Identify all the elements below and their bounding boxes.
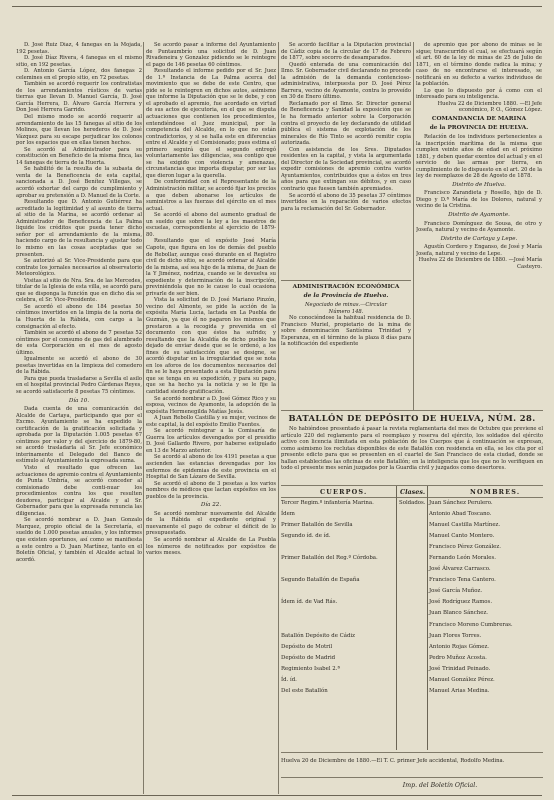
col2-paragraph: Se acordó el abono de 3 pesetas a los varios nombres de médicos que lactan expósitos en los pueblos de la provincia. (146, 480, 276, 500)
table-row (281, 653, 543, 664)
admin-title: ADMINISTRACIÓN ECONÓMICA (292, 284, 400, 290)
table-row (281, 553, 543, 564)
col2-paragraph: Se acordó al abono de los 4191 pesetas a que ascienden las estancias devengadas por los enfermos de epidemias de este provincia en el Hospital de San Lázaro de Sevilla. (146, 454, 276, 481)
row-cuerpo: Depósito de Madrid (281, 654, 336, 661)
column-1 (16, 42, 142, 794)
col2-paragraph: Se acordó nombrar a D. José Gómez Rico y su esposa, vecinos de Ayamonte, la adopción de la expósita Hermenegilda Matías Jesús. (146, 395, 276, 415)
col4-subheading: Distrito de Ayamonte. (448, 212, 510, 219)
table-row (281, 597, 543, 608)
col2-paragraph: Resultando que el expósito José María Capote, que figura en los de demás del pueblo de Rebollar, aunque cesó durante en el Registro civil de dicho sitio, se acordó ordenar al Alcalde de la misma, así sea hijo de la misma, de Juan de la Y Jiménez, nodriza, cuando se le devuelva su expediente y determinación de la inscripción, previniéndola que no le cause lo cual ocasiona privarle de ser bien. (146, 238, 276, 297)
batallon-table (281, 498, 543, 697)
table-row (281, 631, 543, 642)
table-row (281, 642, 543, 653)
row-nombre: Antonio Abad Toscano. (429, 511, 492, 518)
col4-signature: Huelva 22 de Diciembre de 1880. —José María Casteyro. (418, 257, 542, 270)
bottom-border (12, 795, 542, 796)
column-4 (416, 42, 542, 412)
col4-paragraph: Agustín Cordero y Enganso, de José y María Josefa, natural y vecino de Lepe. (416, 244, 542, 257)
col4-paragraph: Relación de los individuos pertenecientes a la inscripción marítima de la misma que cumplen veinte años de edad en el próximo 1881, y deben quedar exentos del actual y en el servicio de las armas por tierra, en cumplimiento de lo dispuesto en el art. 20 de la ley de reemplazos de 28 de Agosto de 1878. (416, 134, 542, 180)
admin-numero: Número 148. (328, 308, 364, 315)
table-row (281, 586, 543, 597)
row-nombre: José Trinidad Peinado. (429, 665, 491, 672)
table-header-top-rule (281, 485, 543, 486)
admin-title-2: de la Provincia de Huelva. (303, 293, 389, 299)
row-cuerpo: Segundo íd. de íd. (281, 533, 331, 540)
header-clases: Clases. (400, 488, 426, 496)
batallon-signature-text: Huelva 20 de Diciembre de 1880.—El T. C. primer Jefe accidental, Rodolfo Medina. (281, 758, 505, 764)
col4-subheading: Distrito de Huelva. (452, 181, 506, 188)
row-cuerpo: Íd. íd. (281, 676, 297, 683)
col1-paragraph: Para que pueda trasladarse a Sevilla el asilo en el hospital provincial Pedro Cárdenas Reyes, se acordó satisfacerle 8 pesetas 75 céntimos. (16, 375, 142, 395)
row-nombre: Manuel Canto Montero. (429, 533, 495, 540)
col1-paragraph: Se autorizó al Sr. Vice-Presidente para que contrate los jornales necesarios al observatorio Meteorológico. (16, 258, 142, 278)
row-cuerpo: Segundo Batallón de España (281, 577, 360, 584)
col1-paragraph: Se habilitó de la resulta de la subasta de venta de la Beneficencia de esta capital, sancionada a D. José Benítez Villegas, se acordó exhortar del cargo de cumplimiento y aprobar su pretensión a D. Manuel de la Corte. (16, 166, 142, 199)
row-nombre: José Rodríguez Ramos. (429, 599, 493, 606)
col1-paragraph: Visto el resultado que ofrecen las actuaciones de apremio contra el Ayuntamiento de Punta Umbría, se acordó conceder al comisionado debe conti-nuar los procedimientos contra los que resulten deudores, participar al Alcalde y al Sr. Gobernador para que la expresada renuncia las diligencias. (16, 465, 142, 517)
row-cuerpo: Depósito de Motril (281, 643, 333, 650)
batallon-intro-text: No habiéndose presentado á pasar la revista reglamentaria del mes de Octubre que previene el artículo 220 del reglamento para el reemplazo y reserva del ejército, los soldados del ejército activo con licencia ilimitada en esta población de los Cuerpos que á continuación se expresan, como asimismo los reclutas disponibles de este Batallón con residencia en ella, se les cita por el presente edicto para que se presenten en el cuartel de San Francisco de esta ciudad, donde se hallan establecidas las oficinas de este Batallón; en la inteligencia que los que no lo verifiquen en todo el presente mes serán juzgados por la Guardia civil y juzgados como desertores. (281, 426, 543, 472)
row-nombre: Manuel González Pérez. (429, 676, 495, 683)
imprenta: Imp. del Boletín Oficial. (402, 782, 478, 789)
header-cuerpos: CUERPOS. (320, 488, 368, 496)
col3-paragraph: Se acordó facilitar a la Diputación provincial de Cádiz copia de la circular de 17 de Febrero de 1877, sobre socorro de desamparados. (281, 42, 411, 62)
table-row (281, 575, 543, 586)
col1-paragraph: Visitas al sitio de Nra. Sra. de las Mercedes, titular de la Iglesia de esta villa, se acordó para que se disponga la función que en dicho día se celebra, el Sr. Vice-Presidente. (16, 277, 142, 304)
col2-paragraph: Resultando el informe pedido por el Sr. Juez de 1.ª Instancia de La Palma acerca del movimiento que se debe de este Centro, que pide se le reintegren en dichos autos, asimismo que informe la Diputación que se le debe, y con el aprobado el apremio, fue acordado en virtud de sus actos de ejecutoria, en el que se disputa actuaciones que contienen los procedimientos, entendiéndose el Juez municipal, por la competencia del Alcalde, en lo que no están contradictorios, y si se halla este en diferencias entre el Alcalde y el Comisionado; pues estima el primero seguirá que el segundo entregó voluntariamente las diligencias, sea contigo que se ha exigido con violencia y amenazas, circunstancias que importa disputar, por ser las que dieron lugar a la querella. (146, 68, 276, 179)
row-cuerpo: Regimiento Isabel 2.ª (281, 665, 340, 672)
col2-paragraph: Se acordó pasar a informe del Ayuntamiento de Puntaumbrío una solicitud de D. Juan Rivadeneira y Gonzalez pidiendo se le reintegre el pago de 146 pesetas 60 céntimos. (146, 42, 276, 68)
col2-paragraph: Se acordó nombrar al Alcalde de La Puebla los números de notificados por expósitos de varios meses. (146, 537, 276, 557)
table-row (281, 509, 543, 520)
col3-paragraph: Reclamado por el Ilmo. Sr. Director general de Beneficencia y Sanidad la exposición que se le ha formado anterior sobre la Corporación contra el proyecto de ley declarando de utilidad pública el sistema de explotación de los minerales de Río Tinto se acordó remitir copia autorizada. (281, 100, 411, 147)
row-cuerpo: Batallón Depósito de Cádiz (281, 632, 355, 639)
admin-economica-notice (281, 280, 411, 348)
column-rule-1 (143, 42, 144, 794)
batallon-top-rule (281, 410, 543, 411)
col2-paragraph: Se acordó nombrar nuevamente del Alcalde de la Rábida el expediente original y nuevamente el pago de cobrar el déficit de lo presupuestado. (146, 510, 276, 537)
col3-paragraph: Se acordó el abono de 35 pesetas 37 céntimos invertidos en la reparación de varios efectos para la reclamación del Sr. Gobernador. (281, 192, 411, 212)
batallon-intro (281, 426, 543, 472)
col3-paragraph: Quedó enterada de una comunicación del Ilmo. Sr. Gobernador civil declarando no procede la admisión de la demanda contencioso-administrativa, interpuesta por D. José Pérez Barrera, vecino de Ayamonte, contra lo proveído en 30 de Enero último. (281, 61, 411, 101)
table-row (281, 675, 543, 686)
col4-paragraph: de apremio que por abono de minas se le sigue; transcurrido el cual, se efectuará según el art. 60 de la ley de minas de 25 de Julio de 1871, en el término donde radica la mina; y caso de no encontrarse el interesado, se notificará en su defecto a varios individuos de la población. (416, 42, 542, 88)
row-cuerpo: Primer Batallón del Reg.º Córdoba. (281, 555, 378, 562)
table-row (281, 531, 543, 542)
col4-subheading: Distrito de Cartaya y Lepe. (440, 235, 518, 242)
col1-paragraph: Igualmente se acordó el abono de 30 pesetas invertidas en la limpieza del comedero de la Rábida. (16, 356, 142, 376)
col1-paragraph: D. José Díaz Rivera, 4 fanegas en el mismo sitio, en 192 pesetas. (16, 55, 142, 68)
col4-paragraph: Francisco Domínguez de Sousa, de otro y Josefa, natural y vecino de Ayamonte. (416, 220, 542, 234)
admin-body: No conociéndose la habitual residencia de D. Francisco Muriel, propietario de la mina de sobre denominación Santísima Trinidad y Esperanza, en el término de la plaza 8 días para la notificación del expediente (281, 315, 411, 348)
row-nombre: Fernando León Morales. (429, 555, 496, 562)
col1-paragraph: También se acordó requerir los contratistas de los arrendamientos rústicos de varias tierras que llevan D. Manuel García, D. José García Herrera, D. Álvaro García Herrera y Don José Herrera Garrido. (16, 81, 142, 114)
col2-paragraph: Vista la solicitud de D. José Mariano Pinzón, vecino del Almonte, se pide la acción de la expósita María Lucía, lactada en La Puebla de Guzmán, ya que él no pagaron los mismos que prestaron a la recogida y prevenida en el documento con que éstos ha sufrido; y resultando que la Alcaldía de dicho pueblo ha dejado de enviar desde que se le ordenó, a los fines de su satisfacción que se designe, se acordó disputar en la irregularidad que se nota en los aforos de los documentos necesarios del fin se le haya presentado a esta Diputación para que se tenga en su expedición, y para su pago, que se ha hecho ya la noticia y se le fije la cantidad siendo gratificación. (146, 297, 276, 395)
col4-heading: COMANDANCIA DE MARINA (431, 116, 527, 123)
col1-paragraph: Dada cuenta de una comunicación del Alcalde de Cartaya, participando que por el Excmo. Ayuntamiento se ha expedido la certificación de la gratificación solicitada y aprobada por la Diputación 1.005 pesetas 67 céntimos por valor y del ejercicio de 1879-80, se acordó trasladarla al Sr. Jefe económico interinamente el Delegado del Banco de estímulo al Ayuntamiento la expresada suma. (16, 406, 142, 465)
header-nombres: NOMBRES. (470, 488, 521, 496)
col2-date-heading: Día 22. (200, 502, 222, 509)
column-rule-2 (278, 42, 279, 794)
table-row (281, 664, 543, 675)
table-row (281, 686, 543, 697)
col1-paragraph: Se acordó el abono de 184 pesetas 50 céntimos invertidos en la limpia de la noria de la Huerta de la Rábida, con cargo a la consignación al efecto. (16, 303, 142, 330)
row-cuerpo: Del este Batallón (281, 687, 328, 694)
column-rule-3 (413, 42, 414, 410)
top-border (12, 6, 542, 7)
row-nombre: Juan Sánchez Perulero. (429, 500, 493, 506)
row-nombre: Francisco Tena Cantero. (429, 577, 496, 584)
table-row (281, 620, 543, 631)
col4-heading: de la PROVINCIA DE HUELVA. (429, 125, 529, 132)
table-row (281, 498, 543, 509)
row-nombre: Juan Flores Torres. (429, 632, 482, 639)
table-bottom-rule (281, 752, 543, 753)
row-cuerpo: Primer Batallón de Sevilla (281, 522, 353, 529)
imprenta-rule (281, 777, 543, 778)
column-3 (281, 42, 411, 412)
col2-paragraph: De conformidad con el Representante de la Administración militar, se acordó fijar los precios a que deben abonarse los artículos de suministros a las fuerzas del ejército en el mes actual. (146, 179, 276, 212)
col1-paragraph: También se acordó el abono de 7 pesetas 52 céntimos por el consumo de gas del alumbrado de esta Corporación en el mes de agosto último. (16, 330, 142, 356)
col4-paragraph: Francisco Zarandieta y Rosello, hijo de D. Diego y D.ª María de los Dolores, natural y vecino de la Cristina. (416, 190, 542, 210)
row-nombre: José García Muñoz. (429, 588, 483, 595)
col2-paragraph: Se acordó reintegrar a la Comisaría de Guerra los artículos devengados por el presidio D. José Gallardo Rivero, por haberse estipulado en 13 de Marzo anterior. (146, 428, 276, 454)
row-nombre: Francisco Pérez González. (429, 544, 501, 551)
batallon-title: BATALLÓN DE DEPÓSITO DE HUELVA, NÚM. 28. (288, 413, 536, 423)
row-nombre: José Álvarez Carrasco. (429, 566, 491, 573)
col2-paragraph: Se acordó el abono del aumento gradual de un sueldo que sobre la ley a los maestros de escuelas, correspondiente al ejercicio de 1879-80. (146, 212, 276, 238)
col1-date-heading: Día 10. (68, 397, 90, 404)
admin-divider (281, 280, 411, 281)
column-2 (146, 42, 276, 794)
row-cuerpo: Tercer Regim.º infantería Marina. (281, 500, 374, 506)
col4-paragraph: Lo que lo dispuesto por á como con el interesado para su inteligencia. (416, 87, 542, 101)
table-row (281, 542, 543, 553)
row-nombre: Pedro Muñoz Acosta. (429, 654, 487, 661)
row-cuerpo: Ídem (281, 511, 295, 518)
table-row (281, 608, 543, 619)
batallon-signature (281, 758, 543, 765)
col3-paragraph: Con asistencia de los Sres. Diputados residentes en la capital, y vista la argumentada del Director de la Sociedad provincial, se acordó expedir comisiones de apremio contra varios Ayuntamientos, contribuidos que a éstos en tres años para que extingan sus débitos, y en caso contrario que fuesen también apremiados. (281, 146, 411, 193)
admin-negociado: Negociado de minas.—Circular (305, 302, 387, 308)
col1-paragraph: D. Antonio García López, dos fanegas 2 celemines en el propio sitio, en 72 pesetas. (16, 68, 142, 81)
col1-paragraph: Se acordó nombrar a D. Juan Gonzalo Marquez, propio oficial de la Secretaría, el sueldo de 1.000 pesetas anuales, y los informes que existen oportunos, así como se manifiesta a este centro a D. Juan Martínez, tanto en el Boletín Oficial, y también el Alcalde actual lo acordó. (16, 517, 142, 563)
row-nombre: Manuel Arias Medina. (429, 687, 490, 694)
table-row (281, 520, 543, 531)
col1-paragraph: Resultando que D. Antonio Gutiérrez ha acreditado la legitimidad y al asunto de tierra al sitio de la Marina, se acordó ordenar al Administrador de Beneficencia de La Palma liquide los créditos que pueda tener dicho señor por el arrendamiento de la misma, haciendo cargo de la resultancia y ajustar todo lo mismo en las cosas aceptadas que se presenten. (16, 199, 142, 258)
col1-paragraph: D. José Ruiz Díaz, 4 fanegas en la Mojada, 192 pesetas. (16, 42, 142, 55)
col4-signature: Huelva 22 de Diciembre 1880. —El Jefe económico, P. O., Gómez López. (437, 100, 542, 114)
row-cuerpo: Ídem íd. de Vad Rás. (281, 599, 338, 606)
row-nombre: Manuel Castilla Martínez. (429, 522, 501, 529)
row-nombre: Francisco Moreno Cumbreras. (429, 621, 513, 628)
row-nombre: Juan Blanco Sánchez. (429, 610, 488, 617)
col1-paragraph: Se acordó al Administrador para su constitución en Beneficio de la misma finca, las 14 fanegas de tierra de la Huerta. (16, 146, 142, 166)
col1-paragraph: Del mismo modo se acordó requerir al arrendamiento de las 15 fanegas al sitio de los Molinos, que llevan los herederos de D. José Vázquez para su escape perjudicar los colonos por los espacios que en ellas tienen hechos. (16, 114, 142, 147)
table-row (281, 564, 543, 575)
row-clase: Soldados. (399, 500, 426, 506)
col2-paragraph: A Juan Rebollo Castilla y su mujer, vecinos de este capital, la del expósito Emilio Fuentes. (146, 415, 276, 428)
row-nombre: Antonio Rojas Gómez. (429, 643, 490, 650)
